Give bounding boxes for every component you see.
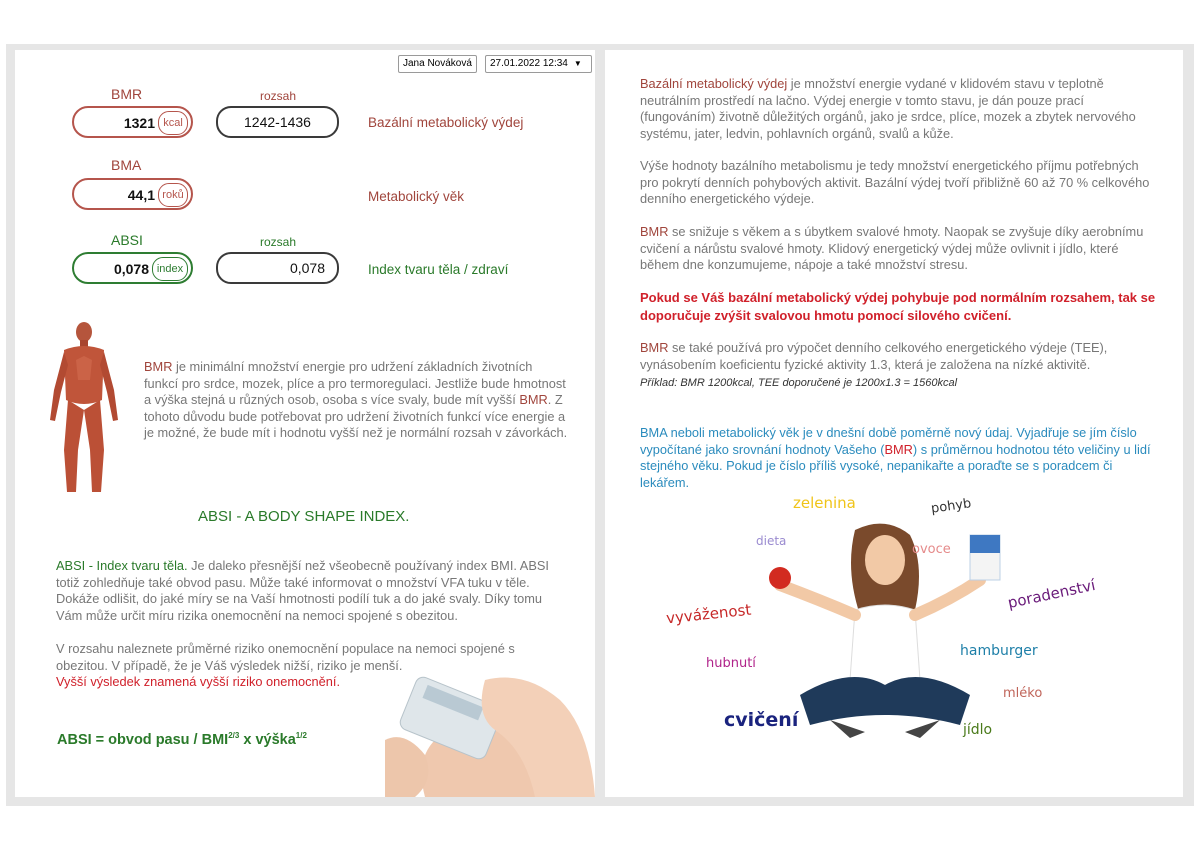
absi-range-label: rozsah <box>260 235 297 249</box>
absi-text: Je daleko přesnější než všeobecně používaný index BMI. ABSI totiž zohledňuje také obvod pasu. Může také informovat o množství VFA tuku v těle. Dokáže odlišit, do jaké míry se na Vaší hmotnosti podílí tuk a do jaké svaly. Díky tomu Vám může určit míru rizika onemocnění na nemoci spojené s obezitou. <box>56 558 549 623</box>
absi-value: 0,078 <box>113 261 149 277</box>
absi-unit: index <box>152 257 188 281</box>
tee-paragraph <box>640 340 1160 373</box>
datetime-dropdown[interactable] <box>485 55 592 73</box>
bmr-term-2: BMR <box>519 392 548 407</box>
user-name: Jana Nováková <box>403 58 472 69</box>
risk-warning: Vyšší výsledek znamená vyšší riziko onemocnění. <box>56 674 341 689</box>
datetime-value: 27.01.2022 12:34 <box>490 58 568 69</box>
bazalni-text: je množství energie vydané v klidovém stavu v teplotně neutrálním prostředí na lačno. Výdej energie v tomto stavu, je dán pouze prací (fungováním) životně důležitých orgánů, jako je srdce, plíce, mozek a zbytek nervového systému, jater, ledvin, pohlavních orgánů, svalů a kůže. <box>640 76 1136 141</box>
absi-explanation <box>56 558 571 624</box>
word-hubnuti: hubnutí <box>706 656 756 671</box>
bma-paragraph <box>640 425 1160 491</box>
bmr-term: BMR <box>144 359 173 374</box>
bazalni-term: Bazální metabolický výdej <box>640 76 788 91</box>
chevron-down-icon[interactable]: ▼ <box>573 59 582 68</box>
bmr-range-label: rozsah <box>260 89 297 103</box>
absi-title: ABSI - A BODY SHAPE INDEX. <box>198 508 410 525</box>
word-hamburger: hamburger <box>960 643 1038 659</box>
bmr-range: 1242-1436 <box>244 114 311 130</box>
bazalni-vydej-paragraph <box>640 76 1160 142</box>
anatomy-figure-image <box>44 320 124 500</box>
bma-bmr-term: BMR <box>884 441 913 457</box>
bmr-text-2: . Z tohoto důvodu bude potřebovat pro udržení životních funkcí více energie a je možné, že bude mít i hodnotu vyšší než je normální rozsah v závorkách. <box>144 392 568 440</box>
formula-part-2: x výška <box>239 731 296 748</box>
bma-value-box <box>72 178 193 210</box>
bma-text-1: BMA neboli metabolický věk je v dnešní době poměrně nový údaj. Vyjadřuje se jím číslo vypočítané jako srovnání hodnoty Vašeho ( <box>640 425 1137 457</box>
formula-exp-2: 1/2 <box>295 731 307 740</box>
absi-description: Index tvaru těla / zdraví <box>368 262 509 277</box>
absi-range: 0,078 <box>289 260 325 276</box>
bma-value: 44,1 <box>127 187 155 203</box>
word-jidlo: jídlo <box>963 722 993 738</box>
absi-range-box <box>216 252 339 284</box>
woman-illustration-image <box>760 520 1020 740</box>
bmr-unit: kcal <box>158 111 188 135</box>
bmr-value: 1321 <box>123 115 155 131</box>
tee-example: Příklad: BMR 1200kcal, TEE doporučené je 1200x1.3 = 1560kcal <box>640 377 958 389</box>
bma-text-2: ) s průměrnou hodnotou této veličiny u lidí stejného věku. Pokud je číslo příliš vysoké, nepanikařte a poraďte se s poradcem či lekářem. <box>640 441 1151 490</box>
bmr-term-3: BMR <box>640 224 669 239</box>
absi-value-box <box>72 252 193 284</box>
word-dieta: dieta <box>756 534 787 548</box>
user-name-field[interactable] <box>398 55 477 73</box>
metabolism-paragraph: Výše hodnoty bazálního metabolismu je tedy množství energetického příjmu potřebných pro pokrytí denních pohybových aktivit. Bazální výdej tvoří přibližně 60 až 70 % celkového denního energetického výdeje. <box>640 158 1150 206</box>
bma-description: Metabolický věk <box>368 189 465 204</box>
bmr-term-4: BMR <box>640 340 669 355</box>
calculator-hands-image <box>385 660 595 797</box>
word-poradenstvi: poradenství <box>1006 575 1097 613</box>
absi-term: ABSI - Index tvaru těla. <box>56 558 188 573</box>
bmr-decrease-text: se snižuje s věkem a s úbytkem svalové hmoty. Naopak se zvyšuje díky aerobnímu cvičení a nárůstu svalové hmoty. Klidový energetický výdej může ovlivnit i jídlo, které během dne konzumujeme, nápoje a také množství stresu. <box>640 224 1144 272</box>
absi-formula <box>57 731 307 748</box>
word-zelenina: zelenina <box>793 494 856 512</box>
word-pohyb: pohyb <box>930 496 973 517</box>
absi-label: ABSI <box>111 232 143 248</box>
formula-exp-1: 2/3 <box>228 731 240 740</box>
tee-text: se také používá pro výpočet denního celkového energetického výdeje (TEE), vynásobením koeficientu fyzické aktivity 1.3, která je založena na nízké aktivitě. <box>640 340 1108 372</box>
bmr-text-1: je minimální množství energie pro udržení základních životních funkcí pro srdce, mozek, plíce a pro termoregulaci. Jestliže bude hmotnost a výška stejná u různých osob, osoba s více svaly, bude mít vyšší <box>144 359 566 407</box>
bmr-label: BMR <box>111 86 143 102</box>
bma-unit: roků <box>158 183 188 207</box>
bmr-range-box <box>216 106 339 138</box>
bmr-decrease-paragraph <box>640 224 1160 274</box>
word-mleko: mléko <box>1003 686 1043 701</box>
risk-text: V rozsahu naleznete průměrné riziko onemocnění populace na nemoci spojené s obezitou. V případě, že je Váš výsledek nižší, riziko je menší. <box>56 641 515 673</box>
bma-label: BMA <box>111 157 142 173</box>
bmr-value-box <box>72 106 193 138</box>
word-ovoce: ovoce <box>912 542 951 557</box>
word-cviceni: cvičení <box>724 709 799 731</box>
recommendation-warning: Pokud se Váš bazální metabolický výdej pohybuje pod normálním rozsahem, tak se doporučuje zvýšit svalovou hmotu pomocí silového cvičení. <box>640 290 1156 323</box>
bmr-description: Bazální metabolický výdej <box>368 115 524 130</box>
word-vyvazenost: vyváženost <box>665 600 753 628</box>
formula-part-1: ABSI = obvod pasu / BMI <box>57 731 229 748</box>
bmr-explanation <box>144 359 569 442</box>
